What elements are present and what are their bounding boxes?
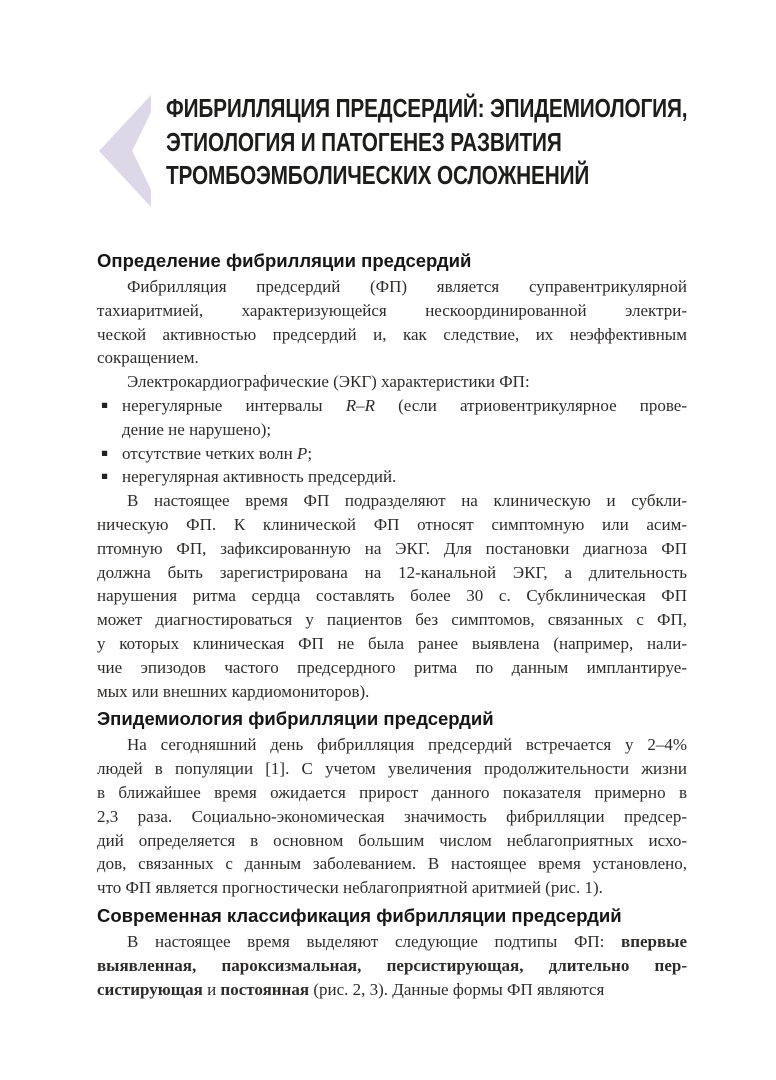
square-bullet-icon: ▪ — [101, 446, 109, 459]
section-heading: Современная классификация фибрилляции предсердий — [97, 904, 622, 926]
bold-text-segment: постоянная — [220, 979, 310, 999]
text-segment: Электрокардиографические (ЭКГ) характеристики ФП: — [127, 372, 530, 392]
text-segment: нерегулярная активность предсердий. — [122, 467, 397, 487]
text-segment: и — [202, 979, 221, 999]
paragraph — [97, 489, 687, 703]
text-segment: дов, связанных с данным заболеванием. В настоящее время установлено, — [97, 854, 687, 874]
text-line — [97, 275, 687, 299]
page-body — [97, 245, 687, 1001]
text-line — [97, 757, 687, 781]
text-segment: отсутствие четких волн — [122, 443, 297, 463]
text-line — [97, 346, 687, 370]
text-segment: 2,3 раза. Социально-экономическая значимость фибрилляции предсер- — [97, 806, 687, 826]
text-line — [122, 418, 687, 442]
section-heading: Определение фибрилляции предсердий — [97, 250, 472, 271]
paragraph — [97, 930, 687, 1001]
square-bullet-icon: ▪ — [101, 470, 109, 483]
text-line — [122, 442, 687, 466]
text-segment: нерегулярные интервалы — [122, 395, 346, 415]
text-segment: Фибрилляция предсердий (ФП) является суправентрикулярной — [127, 277, 687, 296]
text-line — [97, 489, 687, 513]
bold-text-segment: систирующая — [97, 979, 203, 999]
paragraph — [97, 275, 687, 370]
text-segment: мых или внешних кардиомониторов). — [97, 681, 370, 701]
text-segment: чие эпизодов частого предсердного ритма по данным имплантируе- — [97, 657, 687, 677]
text-segment: ническую ФП. К клинической ФП относят симптомную или асим- — [97, 514, 687, 534]
chapter-title-line-3: ТРОМБОЭМБОЛИЧЕСКИХ ОСЛОЖНЕНИЙ — [166, 160, 590, 190]
text-line — [97, 930, 687, 954]
chevron-left-icon — [99, 95, 151, 207]
bold-text-segment: впервые — [621, 931, 687, 951]
text-line — [97, 656, 687, 680]
text-line — [122, 465, 687, 489]
chapter-title — [166, 92, 776, 193]
text-segment: нарушения ритма сердца составлять более 30 с. Субклиническая ФП — [97, 586, 687, 606]
italic-text-segment: P — [296, 443, 308, 463]
text-segment: (если атриовентрикулярное прове- — [374, 395, 687, 415]
text-line — [97, 781, 687, 805]
text-line — [97, 513, 687, 537]
text-line — [122, 394, 687, 418]
paragraph — [97, 370, 687, 394]
list-item — [97, 465, 687, 489]
text-segment: ческой активностью предсердий и, как следствие, их неэффективным — [97, 324, 687, 344]
text-segment: (рис. 2, 3). Данные формы ФП являются — [309, 979, 605, 999]
text-line — [97, 537, 687, 561]
text-line — [97, 852, 687, 876]
paragraph — [97, 733, 687, 900]
text-segment: должна быть зарегистрирована на 12-канальной ЭКГ, а длительность — [97, 562, 687, 582]
text-segment: сокращением. — [97, 348, 199, 368]
text-line — [97, 829, 687, 853]
text-line — [97, 584, 687, 608]
chapter-header — [0, 0, 776, 230]
text-segment: что ФП является прогностически неблагоприятной аритмией (рис. 1). — [97, 878, 603, 898]
bullet-list — [97, 394, 687, 489]
text-line — [97, 299, 687, 323]
text-line — [97, 954, 687, 978]
square-bullet-icon: ▪ — [101, 398, 109, 411]
text-line — [97, 805, 687, 829]
chevron-left-shape — [99, 95, 151, 207]
text-segment: В настоящее время выделяют следующие подтипы ФП: — [127, 931, 622, 951]
bullet-text — [122, 442, 687, 466]
text-line — [97, 632, 687, 656]
list-item — [97, 442, 687, 466]
italic-text-segment: R–R — [345, 395, 375, 415]
bold-text-segment: выявленная, пароксизмальная, персистирующая, длительно пер- — [97, 955, 687, 975]
bullet-text — [122, 465, 687, 489]
chapter-title-line-1: ФИБРИЛЛЯЦИЯ ПРЕДСЕРДИЙ: ЭПИДЕМИОЛОГИЯ, — [166, 93, 688, 123]
text-line — [97, 561, 687, 585]
text-segment: у которых клиническая ФП не была ранее выявлена (например, нали- — [97, 633, 687, 653]
text-line — [97, 323, 687, 347]
text-segment: в ближайшее время ожидается прирост данного показателя примерно в — [97, 782, 687, 802]
text-segment: На сегодняшний день фибрилляция предсердий встречается у 2–4% — [127, 735, 687, 755]
bullet-text — [122, 394, 687, 442]
text-line — [97, 733, 687, 757]
text-segment: дение не нарушено); — [122, 419, 272, 439]
text-line — [97, 370, 687, 394]
chapter-title-line-2: ЭТИОЛОГИЯ И ПАТОГЕНЕЗ РАЗВИТИЯ — [166, 126, 562, 157]
text-line — [97, 608, 687, 632]
text-segment: ; — [307, 443, 313, 463]
text-line — [97, 876, 687, 900]
text-segment: птомную ФП, зафиксированную на ЭКГ. Для постановки диагноза ФП — [97, 538, 687, 558]
section-heading: Эпидемиология фибрилляции предсердий — [97, 708, 494, 730]
list-item — [97, 394, 687, 442]
text-segment: В настоящее время ФП подразделяют на клиническую и субкли- — [127, 491, 687, 511]
text-segment: может диагностироваться у пациентов без симптомов, связанных с ФП, — [97, 610, 687, 630]
text-segment: людей в популяции [1]. С учетом увеличения продолжительности жизни — [97, 759, 687, 779]
text-segment: дий определяется в основном большим числом неблагоприятных исхо- — [97, 830, 687, 850]
text-segment: тахиаритмией, характеризующейся нескоординированной электри- — [97, 300, 687, 320]
text-line — [97, 978, 687, 1002]
text-line — [97, 680, 687, 704]
